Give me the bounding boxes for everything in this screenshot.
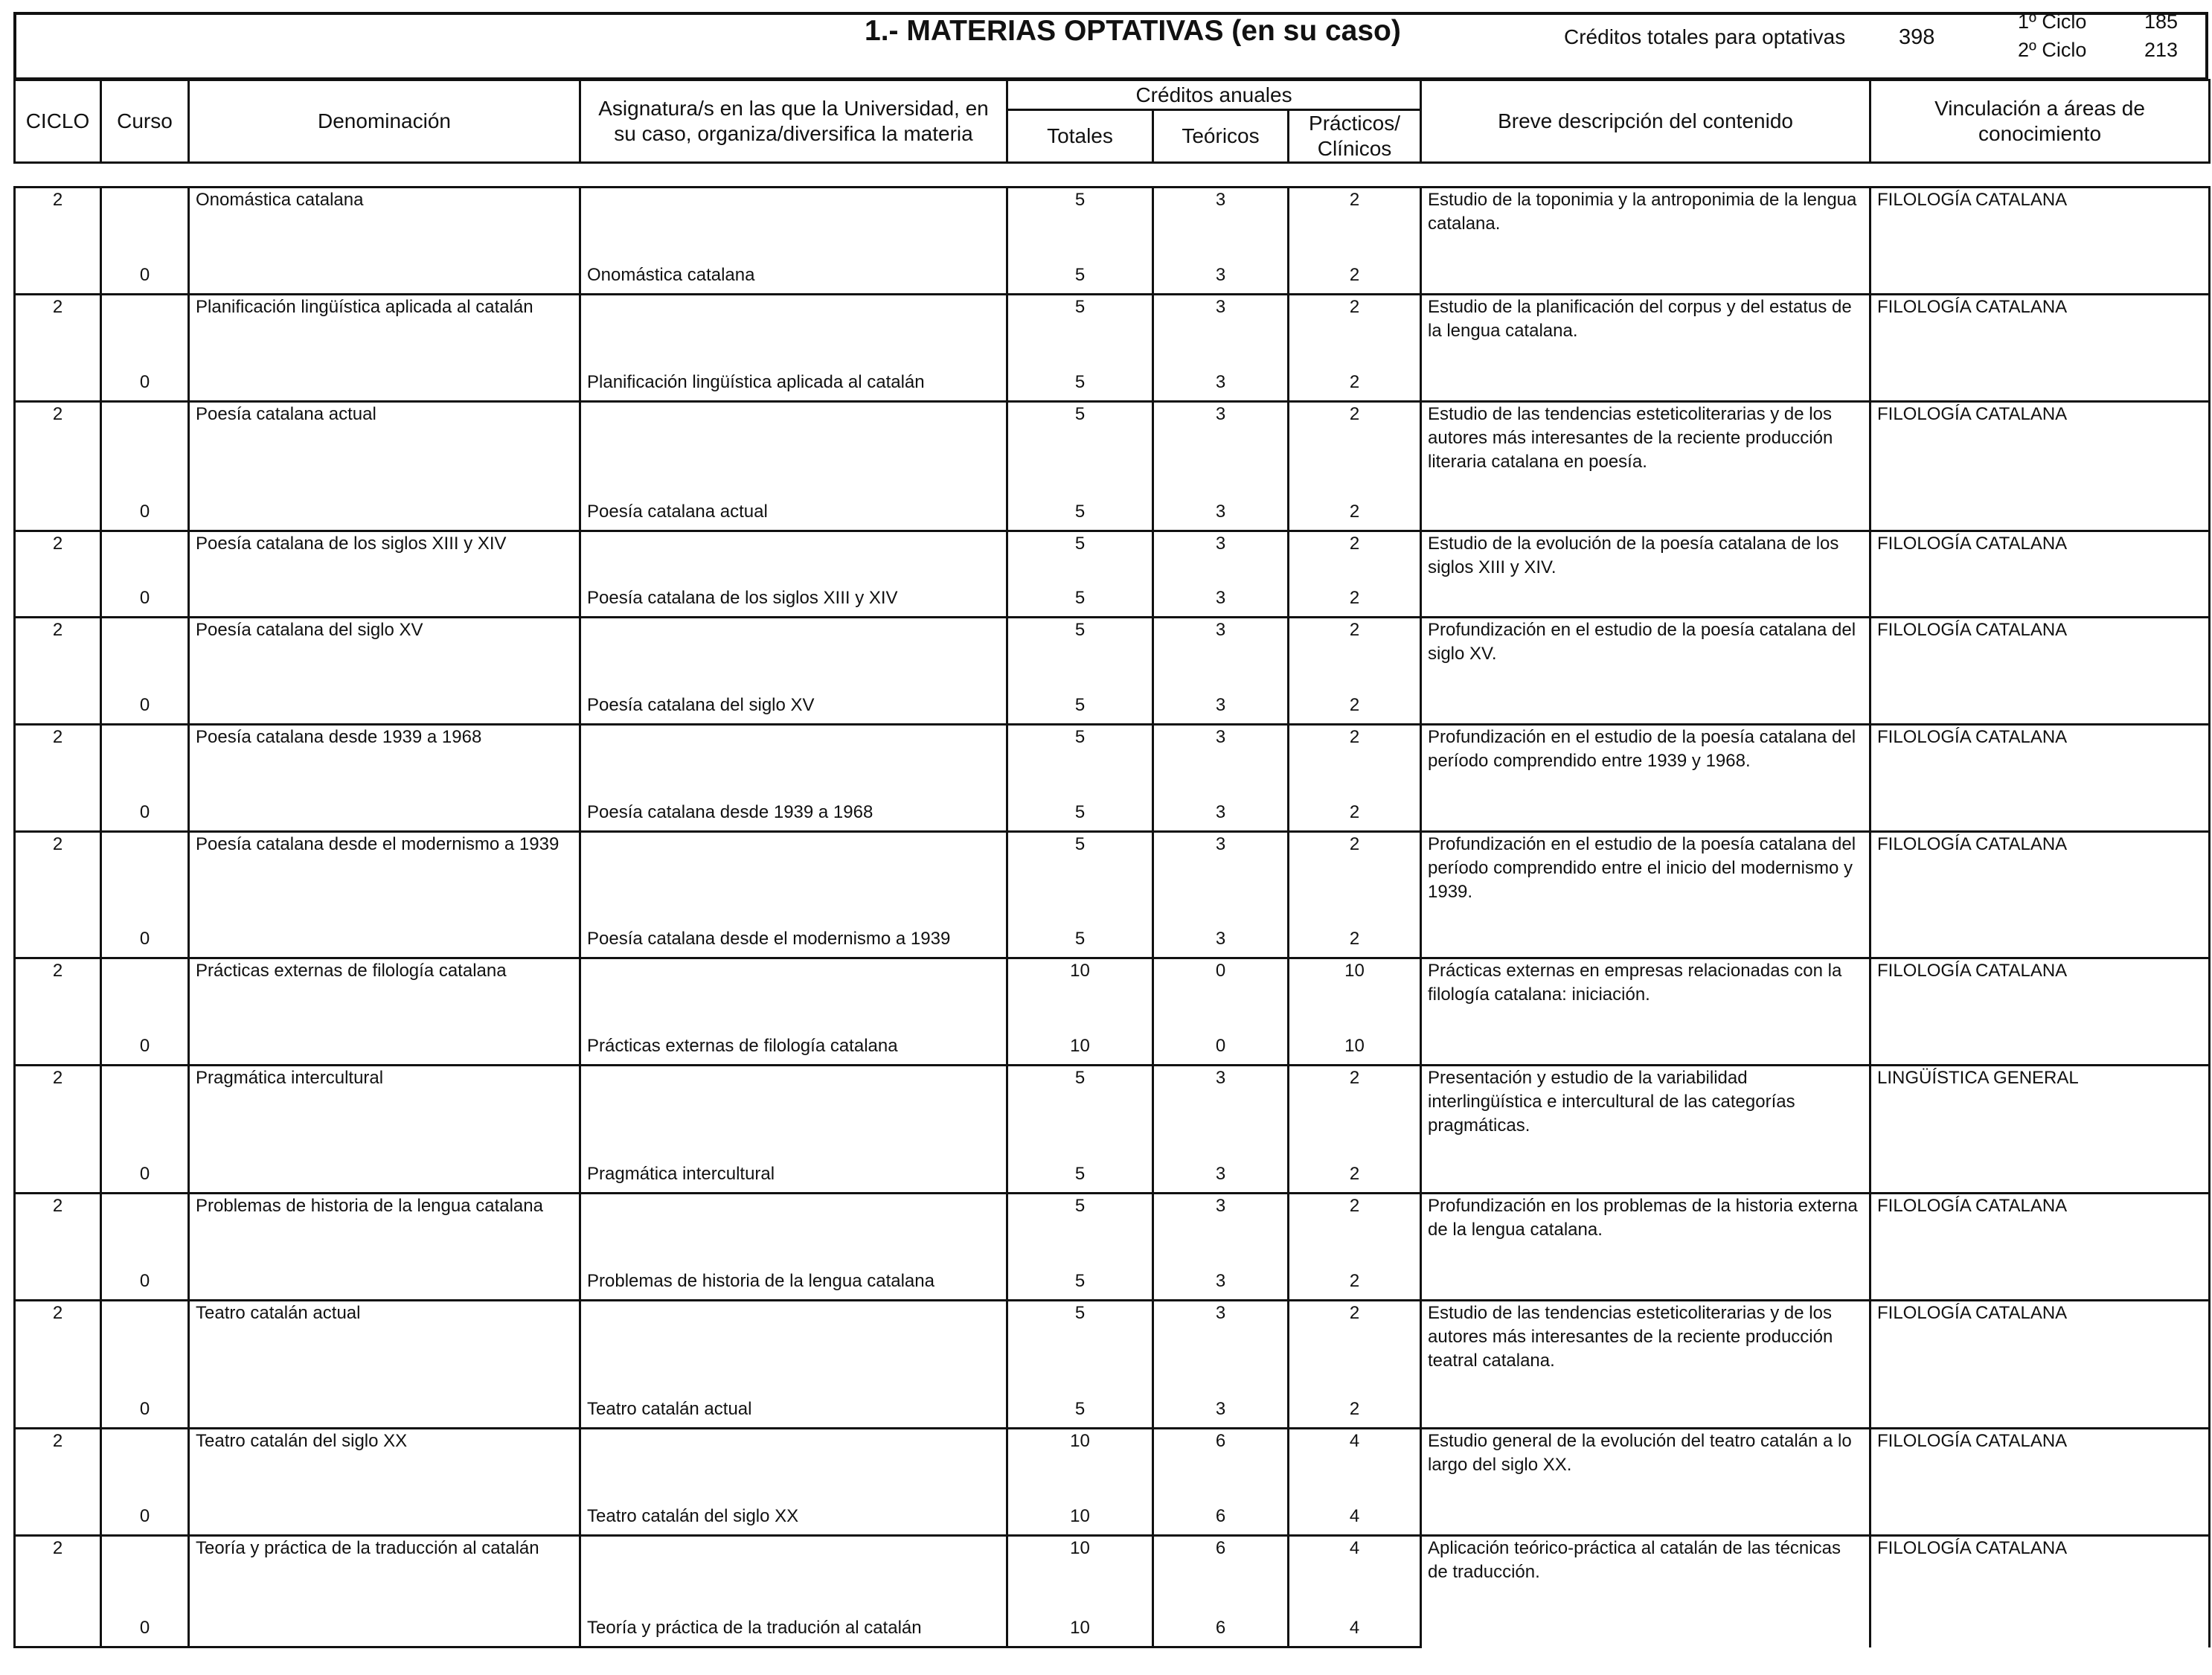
teoricos-cell: 3 <box>1153 295 1289 351</box>
totales-cell: 5 <box>1007 351 1153 402</box>
ciclo-cell-empty <box>15 244 101 295</box>
col-vinculacion: Vinculación a áreas de conocimiento <box>1870 80 2210 163</box>
ciclo-cell: 2 <box>15 958 101 1015</box>
ciclo-cell: 2 <box>15 402 101 479</box>
totales-cell: 5 <box>1007 725 1153 781</box>
totales-cell: 5 <box>1007 402 1153 479</box>
asignatura-cell: Teatro catalán actual <box>580 1378 1007 1429</box>
curso-cell-empty <box>101 531 189 567</box>
descripcion-cell: Estudio de las tendencias esteticoliterarias y de los autores más interesantes de la reciente producción literaria catalana en poesía. <box>1421 402 1870 531</box>
totales-cell: 5 <box>1007 188 1153 244</box>
practicos-cell: 2 <box>1289 832 1421 909</box>
asignatura-cell: Poesía catalana del siglo XV <box>580 674 1007 725</box>
ciclo-cell: 2 <box>15 531 101 567</box>
curso-cell-empty <box>101 402 189 479</box>
curso-cell-empty <box>101 1194 189 1250</box>
curso-cell: 0 <box>101 244 189 295</box>
totales-cell: 5 <box>1007 567 1153 618</box>
col-creditos: Créditos anuales <box>1007 80 1421 110</box>
practicos-cell: 4 <box>1289 1485 1421 1536</box>
totales-cell: 5 <box>1007 909 1153 958</box>
table-row <box>15 1429 2210 1485</box>
col-descripcion: Breve descripción del contenido <box>1421 80 1870 163</box>
denominacion-cell-empty <box>189 674 580 725</box>
denominacion-cell: Poesía catalana desde 1939 a 1968 <box>189 725 580 781</box>
denominacion-cell-empty <box>189 244 580 295</box>
ciclo-cell: 2 <box>15 832 101 909</box>
asignatura-cell-empty <box>580 958 1007 1015</box>
asignatura-cell: Prácticas externas de filología catalana <box>580 1015 1007 1066</box>
asignatura-cell-empty <box>580 1301 1007 1378</box>
denominacion-cell: Teatro catalán actual <box>189 1301 580 1378</box>
denominacion-cell-empty <box>189 909 580 958</box>
ciclo-cell: 2 <box>15 295 101 351</box>
totales-cell: 5 <box>1007 832 1153 909</box>
descripcion-cell: Estudio de la toponimia y la antroponimia de la lengua catalana. <box>1421 188 1870 295</box>
vinculacion-cell: FILOLOGÍA CATALANA <box>1870 725 2210 832</box>
curso-cell: 0 <box>101 781 189 832</box>
practicos-cell: 2 <box>1289 244 1421 295</box>
ciclo-cell-empty <box>15 567 101 618</box>
teoricos-cell: 6 <box>1153 1485 1289 1536</box>
teoricos-cell: 3 <box>1153 351 1289 402</box>
denominacion-cell-empty <box>189 1143 580 1194</box>
ciclo-cell-empty <box>15 351 101 402</box>
table-row <box>15 531 2210 567</box>
practicos-cell: 4 <box>1289 1429 1421 1485</box>
curso-cell-empty <box>101 295 189 351</box>
denominacion-cell-empty <box>189 1595 580 1647</box>
asignatura-cell-empty <box>580 188 1007 244</box>
denominacion-cell-empty <box>189 567 580 618</box>
table-row <box>15 188 2210 244</box>
denominacion-cell: Onomástica catalana <box>189 188 580 244</box>
practicos-cell: 2 <box>1289 567 1421 618</box>
denominacion-cell: Planificación lingüística aplicada al catalán <box>189 295 580 351</box>
credits-label: Créditos totales para optativas <box>1564 25 1846 48</box>
ciclo-cell-empty <box>15 674 101 725</box>
denominacion-cell-empty <box>189 1378 580 1429</box>
descripcion-cell: Prácticas externas en empresas relacionadas con la filología catalana: iniciación. <box>1421 958 1870 1066</box>
totales-cell: 5 <box>1007 479 1153 531</box>
cycle2-label: 2º Ciclo <box>2018 39 2087 61</box>
descripcion-cell: Profundización en el estudio de la poesía catalana del período comprendido entre el inicio del modernismo y 1939. <box>1421 832 1870 958</box>
title-bar <box>13 12 2208 80</box>
asignatura-cell-empty <box>580 402 1007 479</box>
table-row <box>15 295 2210 351</box>
ciclo-cell-empty <box>15 781 101 832</box>
practicos-cell: 2 <box>1289 725 1421 781</box>
teoricos-cell: 3 <box>1153 1143 1289 1194</box>
table-row <box>15 618 2210 674</box>
asignatura-cell: Teatro catalán del siglo XX <box>580 1485 1007 1536</box>
cycle1-label: 1º Ciclo <box>2018 10 2087 33</box>
teoricos-cell: 3 <box>1153 781 1289 832</box>
curso-cell: 0 <box>101 567 189 618</box>
ciclo-cell-empty <box>15 1595 101 1647</box>
page-title: 1.- MATERIAS OPTATIVAS (en su caso) <box>865 15 1401 47</box>
teoricos-cell: 3 <box>1153 909 1289 958</box>
subjects-table <box>13 186 2211 1648</box>
vinculacion-cell: FILOLOGÍA CATALANA <box>1870 618 2210 725</box>
teoricos-cell: 3 <box>1153 1194 1289 1250</box>
totales-cell: 10 <box>1007 1429 1153 1485</box>
teoricos-cell: 3 <box>1153 674 1289 725</box>
ciclo-cell: 2 <box>15 1429 101 1485</box>
vinculacion-cell: FILOLOGÍA CATALANA <box>1870 1194 2210 1301</box>
denominacion-cell-empty <box>189 781 580 832</box>
teoricos-cell: 3 <box>1153 1250 1289 1301</box>
descripcion-cell: Estudio de la evolución de la poesía catalana de los siglos XIII y XIV. <box>1421 531 1870 618</box>
descripcion-cell: Estudio de la planificación del corpus y del estatus de la lengua catalana. <box>1421 295 1870 402</box>
ciclo-cell-empty <box>15 1143 101 1194</box>
teoricos-cell: 3 <box>1153 188 1289 244</box>
totales-cell: 5 <box>1007 1250 1153 1301</box>
denominacion-cell: Teatro catalán del siglo XX <box>189 1429 580 1485</box>
asignatura-cell: Onomástica catalana <box>580 244 1007 295</box>
totales-cell: 10 <box>1007 958 1153 1015</box>
practicos-cell: 2 <box>1289 402 1421 479</box>
teoricos-cell: 0 <box>1153 958 1289 1015</box>
teoricos-cell: 3 <box>1153 244 1289 295</box>
col-denominacion: Denominación <box>189 80 580 163</box>
teoricos-cell: 3 <box>1153 531 1289 567</box>
totales-cell: 5 <box>1007 244 1153 295</box>
denominacion-cell: Poesía catalana de los siglos XIII y XIV <box>189 531 580 567</box>
vinculacion-cell: FILOLOGÍA CATALANA <box>1870 295 2210 402</box>
denominacion-cell: Poesía catalana actual <box>189 402 580 479</box>
ciclo-cell: 2 <box>15 618 101 674</box>
totales-cell: 5 <box>1007 781 1153 832</box>
practicos-cell: 2 <box>1289 1301 1421 1378</box>
credits-total: 398 <box>1899 25 1935 49</box>
curso-cell: 0 <box>101 1378 189 1429</box>
table-row <box>15 402 2210 479</box>
teoricos-cell: 3 <box>1153 1378 1289 1429</box>
curso-cell-empty <box>101 618 189 674</box>
asignatura-cell: Teoría y práctica de la tradución al catalán <box>580 1595 1007 1647</box>
practicos-cell: 2 <box>1289 781 1421 832</box>
descripcion-cell: Profundización en el estudio de la poesía catalana del período comprendido entre 1939 y 1968. <box>1421 725 1870 832</box>
vinculacion-cell: FILOLOGÍA CATALANA <box>1870 1536 2210 1647</box>
denominacion-cell: Pragmática intercultural <box>189 1066 580 1143</box>
table-row <box>15 958 2210 1015</box>
ciclo-cell-empty <box>15 1015 101 1066</box>
totales-cell: 5 <box>1007 531 1153 567</box>
asignatura-cell-empty <box>580 1536 1007 1595</box>
totales-cell: 10 <box>1007 1015 1153 1066</box>
curso-cell: 0 <box>101 1015 189 1066</box>
teoricos-cell: 3 <box>1153 1301 1289 1378</box>
denominacion-cell: Teoría y práctica de la traducción al catalán <box>189 1536 580 1595</box>
asignatura-cell-empty <box>580 531 1007 567</box>
curso-cell: 0 <box>101 1485 189 1536</box>
ciclo-cell-empty <box>15 1485 101 1536</box>
ciclo-cell-empty <box>15 479 101 531</box>
ciclo-cell: 2 <box>15 1194 101 1250</box>
teoricos-cell: 6 <box>1153 1536 1289 1595</box>
descripcion-cell: Profundización en el estudio de la poesía catalana del siglo XV. <box>1421 618 1870 725</box>
vinculacion-cell: FILOLOGÍA CATALANA <box>1870 188 2210 295</box>
asignatura-cell: Pragmática intercultural <box>580 1143 1007 1194</box>
asignatura-cell-empty <box>580 1429 1007 1485</box>
practicos-cell: 2 <box>1289 479 1421 531</box>
denominacion-cell: Poesía catalana desde el modernismo a 1939 <box>189 832 580 909</box>
col-ciclo: CICLO <box>15 80 101 163</box>
totales-cell: 5 <box>1007 1301 1153 1378</box>
teoricos-cell: 3 <box>1153 402 1289 479</box>
asignatura-cell: Poesía catalana desde el modernismo a 1939 <box>580 909 1007 958</box>
denominacion-cell-empty <box>189 1250 580 1301</box>
table-row <box>15 1301 2210 1378</box>
table-header <box>13 79 2211 164</box>
practicos-cell: 2 <box>1289 674 1421 725</box>
descripcion-cell: Profundización en los problemas de la historia externa de la lengua catalana. <box>1421 1194 1870 1301</box>
ciclo-cell-empty <box>15 1378 101 1429</box>
vinculacion-cell: FILOLOGÍA CATALANA <box>1870 958 2210 1066</box>
vinculacion-cell: FILOLOGÍA CATALANA <box>1870 1301 2210 1429</box>
asignatura-cell-empty <box>580 832 1007 909</box>
practicos-cell: 2 <box>1289 1250 1421 1301</box>
asignatura-cell-empty <box>580 725 1007 781</box>
practicos-cell: 2 <box>1289 295 1421 351</box>
totales-cell: 5 <box>1007 1066 1153 1143</box>
practicos-cell: 2 <box>1289 1378 1421 1429</box>
curso-cell-empty <box>101 1429 189 1485</box>
denominacion-cell: Problemas de historia de la lengua catalana <box>189 1194 580 1250</box>
asignatura-cell: Poesía catalana actual <box>580 479 1007 531</box>
practicos-cell: 2 <box>1289 351 1421 402</box>
col-teoricos: Teóricos <box>1153 110 1289 163</box>
curso-cell-empty <box>101 832 189 909</box>
ciclo-cell: 2 <box>15 1536 101 1595</box>
teoricos-cell: 3 <box>1153 1066 1289 1143</box>
curso-cell-empty <box>101 725 189 781</box>
practicos-cell: 2 <box>1289 1143 1421 1194</box>
totales-cell: 5 <box>1007 674 1153 725</box>
descripcion-cell: Presentación y estudio de la variabilidad interlingüística e intercultural de las categorías pragmáticas. <box>1421 1066 1870 1194</box>
teoricos-cell: 3 <box>1153 479 1289 531</box>
cycle1-value: 185 <box>2144 10 2179 33</box>
practicos-cell: 2 <box>1289 531 1421 567</box>
curso-cell: 0 <box>101 674 189 725</box>
curso-cell: 0 <box>101 1143 189 1194</box>
practicos-cell: 4 <box>1289 1536 1421 1595</box>
totales-cell: 5 <box>1007 1378 1153 1429</box>
asignatura-cell: Problemas de historia de la lengua catalana <box>580 1250 1007 1301</box>
curso-cell-empty <box>101 1536 189 1595</box>
teoricos-cell: 3 <box>1153 832 1289 909</box>
practicos-cell: 10 <box>1289 1015 1421 1066</box>
totales-cell: 5 <box>1007 1143 1153 1194</box>
practicos-cell: 10 <box>1289 958 1421 1015</box>
totales-cell: 5 <box>1007 618 1153 674</box>
ciclo-cell: 2 <box>15 725 101 781</box>
table-row <box>15 725 2210 781</box>
teoricos-cell: 6 <box>1153 1429 1289 1485</box>
ciclo-cell-empty <box>15 1250 101 1301</box>
practicos-cell: 2 <box>1289 1194 1421 1250</box>
asignatura-cell-empty <box>580 1194 1007 1250</box>
denominacion-cell-empty <box>189 1015 580 1066</box>
totales-cell: 10 <box>1007 1485 1153 1536</box>
ciclo-cell: 2 <box>15 188 101 244</box>
practicos-cell: 4 <box>1289 1595 1421 1647</box>
table-row <box>15 832 2210 909</box>
cycle2-value: 213 <box>2144 39 2179 61</box>
teoricos-cell: 0 <box>1153 1015 1289 1066</box>
totales-cell: 10 <box>1007 1595 1153 1647</box>
table-row <box>15 1194 2210 1250</box>
descripcion-cell: Estudio de las tendencias esteticoliterarias y de los autores más interesantes de la reciente producción teatral catalana. <box>1421 1301 1870 1429</box>
denominacion-cell-empty <box>189 1485 580 1536</box>
practicos-cell: 2 <box>1289 188 1421 244</box>
teoricos-cell: 3 <box>1153 725 1289 781</box>
curso-cell-empty <box>101 188 189 244</box>
col-totales: Totales <box>1007 110 1153 163</box>
descripcion-cell: Estudio general de la evolución del teatro catalán a lo largo del siglo XX. <box>1421 1429 1870 1536</box>
practicos-cell: 2 <box>1289 909 1421 958</box>
asignatura-cell-empty <box>580 618 1007 674</box>
denominacion-cell-empty <box>189 351 580 402</box>
curso-cell: 0 <box>101 909 189 958</box>
asignatura-cell: Poesía catalana de los siglos XIII y XIV <box>580 567 1007 618</box>
col-practicos: Prácticos/ Clínicos <box>1289 110 1421 163</box>
ciclo-cell: 2 <box>15 1301 101 1378</box>
teoricos-cell: 3 <box>1153 567 1289 618</box>
denominacion-cell: Poesía catalana del siglo XV <box>189 618 580 674</box>
curso-cell: 0 <box>101 1250 189 1301</box>
practicos-cell: 2 <box>1289 618 1421 674</box>
vinculacion-cell: FILOLOGÍA CATALANA <box>1870 832 2210 958</box>
ciclo-cell-empty <box>15 909 101 958</box>
curso-cell: 0 <box>101 351 189 402</box>
totales-cell: 5 <box>1007 295 1153 351</box>
denominacion-cell: Prácticas externas de filología catalana <box>189 958 580 1015</box>
totales-cell: 10 <box>1007 1536 1153 1595</box>
asignatura-cell-empty <box>580 295 1007 351</box>
ciclo-cell: 2 <box>15 1066 101 1143</box>
col-asignaturas: Asignatura/s en las que la Universidad, en su caso, organiza/diversifica la materia <box>580 80 1007 163</box>
col-curso: Curso <box>101 80 189 163</box>
asignatura-cell-empty <box>580 1066 1007 1143</box>
table-row <box>15 1066 2210 1143</box>
totales-cell: 5 <box>1007 1194 1153 1250</box>
vinculacion-cell: LINGÜÍSTICA GENERAL <box>1870 1066 2210 1194</box>
teoricos-cell: 6 <box>1153 1595 1289 1647</box>
denominacion-cell-empty <box>189 479 580 531</box>
vinculacion-cell: FILOLOGÍA CATALANA <box>1870 402 2210 531</box>
curso-cell-empty <box>101 1301 189 1378</box>
descripcion-cell: Aplicación teórico-práctica al catalán de las técnicas de traducción. <box>1421 1536 1870 1647</box>
asignatura-cell: Planificación lingüística aplicada al catalán <box>580 351 1007 402</box>
curso-cell: 0 <box>101 479 189 531</box>
practicos-cell: 2 <box>1289 1066 1421 1143</box>
asignatura-cell: Poesía catalana desde 1939 a 1968 <box>580 781 1007 832</box>
teoricos-cell: 3 <box>1153 618 1289 674</box>
vinculacion-cell: FILOLOGÍA CATALANA <box>1870 1429 2210 1536</box>
curso-cell-empty <box>101 958 189 1015</box>
curso-cell-empty <box>101 1066 189 1143</box>
curso-cell: 0 <box>101 1595 189 1647</box>
vinculacion-cell: FILOLOGÍA CATALANA <box>1870 531 2210 618</box>
table-row <box>15 1536 2210 1595</box>
